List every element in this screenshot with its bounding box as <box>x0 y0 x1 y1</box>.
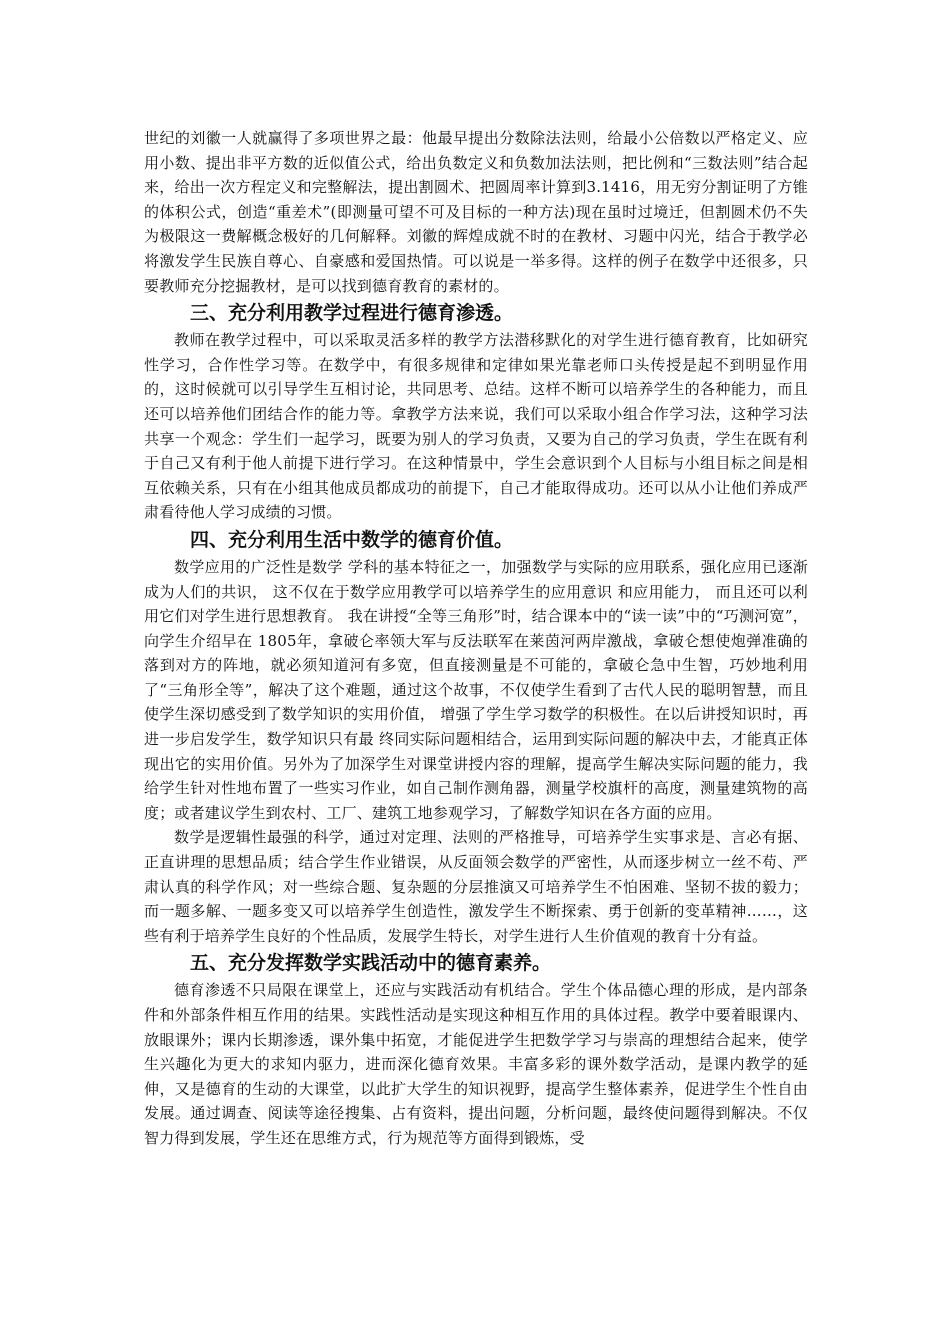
paragraph-liu-hui: 世纪的刘徽一人就赢得了多项世界之最：他最早提出分数除法法则，给最小公倍数以严格定义、应用小数、提出非平方数的近似值公式，给出负数定义和负数加法法则，把比例和“三数法则”结合起来，给出一次方程定义和完整解法，提出割圆术、把圆周率计算到3.1416，用无穷分割证明了方锥的体积公式，创造“重差术”(即测量可望不可及目标的一种方法)现在虽时过境迁，但割圆术仍不失为极限这一费解概念极好的几何解释。刘徽的辉煌成就不时的在教材、习题中闪光，结合于教学必将激发学生民族自尊心、自豪感和爱国热情。可以说是一举多得。这样的例子在数学中还很多，只要教师充分挖掘教材，是可以找到德育教育的素材的。 <box>144 129 808 295</box>
section-heading-5: 五、充分发挥数学实践活动中的德育素养。 <box>190 952 552 975</box>
document-page <box>144 126 808 1151</box>
section-heading-3: 三、充分利用教学过程进行德育渗透。 <box>190 302 514 325</box>
paragraph-logic: 数学是逻辑性最强的科学，通过对定理、法则的严格推导，可培养学生实事求是、言必有据、正直讲理的思想品质；结合学生作业错误，从反面领会数学的严密性，从而逐步树立一丝不苟、严肃认真的科学作风；对一些综合题、复杂题的分层推演又可培养学生不怕困难、坚韧不拔的毅力；而一题多解、一题多变又可以培养学生创造性，激发学生不断探索、勇于创新的变革精神……，这些有利于培养学生良好的个性品质，发展学生特长，对学生进行人生价值观的教育十分有益。 <box>144 828 808 945</box>
paragraph-teaching-process: 教师在教学过程中，可以采取灵活多样的教学方法潜移默化的对学生进行德育教育，比如研究性学习，合作性学习等。在数学中，有很多规律和定律如果光靠老师口头传授是起不到明显作用的，这时候就可以引导学生互相讨论，共同思考、总结。这样不断可以培养学生的各种能力，而且还可以培养他们团结合作的能力等。拿教学方法来说，我们可以采取小组合作学习法，这种学习法共享一个观念：学生们一起学习，既要为别人的学习负责，又要为自己的学习负责，学生在既有利于自己又有利于他人前提下进行学习。在这种情景中，学生会意识到个人目标与小组目标之间是相互依赖关系，只有在小组其他成员都成功的前提下，自己才能取得成功。还可以从小让他们养成严肃看待他人学习成绩的习惯。 <box>144 331 808 522</box>
section-heading-4: 四、充分利用生活中数学的德育价值。 <box>190 528 514 551</box>
paragraph-practice: 德育渗透不只局限在课堂上，还应与实践活动有机结合。学生个体品德心理的形成，是内部条件和外部条件相互作用的结果。实践性活动是实现这种相互作用的具体过程。教学中要着眼课内、放眼课外；课内长期渗透，课外集中拓宽，才能促进学生把数学学习与崇高的理想结合起来，使学生兴趣化为更大的求知内驱力，进而深化德育效果。丰富多彩的课外数学活动，是课内教学的延伸，又是德育的生动的大课堂，以此扩大学生的知识视野，提高学生整体素养，促进学生个性自由发展。通过调查、阅读等途径搜集、占有资料，提出问题，分析问题，最终使问题得到解决。不仅智力得到发展，学生还在思维方式，行为规范等方面得到锻炼，受 <box>144 981 808 1147</box>
paragraph-life-math: 数学应用的广泛性是数学 学科的基本特征之一，加强数学与实际的应用联系，强化应用已逐渐 成为人们的共识， 这不仅在于数学应用教学可以培养学生的应用意识 和应用能力， 而且还可以利用它们对学生进行思想教育。 我在讲授“全等三角形”时，结合课本中的“读一读”中的“巧测河宽”，向学生介绍早在 1805年，拿破仑率领大军与反法联军在莱茵河两岸激战，拿破仑想使炮弹准确的落到对方的阵地，就必须知道河有多宽，但直接测量是不可能的，拿破仑急中生智，巧妙地利用了“三角形全等”，解决了这个难题，通过这个故事，不仅使学生看到了古代人民的聪明智慧，而且使学生深切感受到了数学知识的实用价值， 增强了学生学习数学的积极性。在以后讲授知识时，再进一步启发学生，数学知识只有最 终同实际问题相结合，运用到实际问题的解决中去，才能真正体现出它的实用价值。另外为了加深学生对课堂讲授内容的理解，提高学生解决实际问题的能力，我给学生针对性地布置了一些实习作业，如自己制作测角器，测量学校旗杆的高度，测量建筑物的高度；或者建议学生到农村、工厂、建筑工地参观学习，了解数学知识在各方面的应用。 <box>144 557 808 822</box>
